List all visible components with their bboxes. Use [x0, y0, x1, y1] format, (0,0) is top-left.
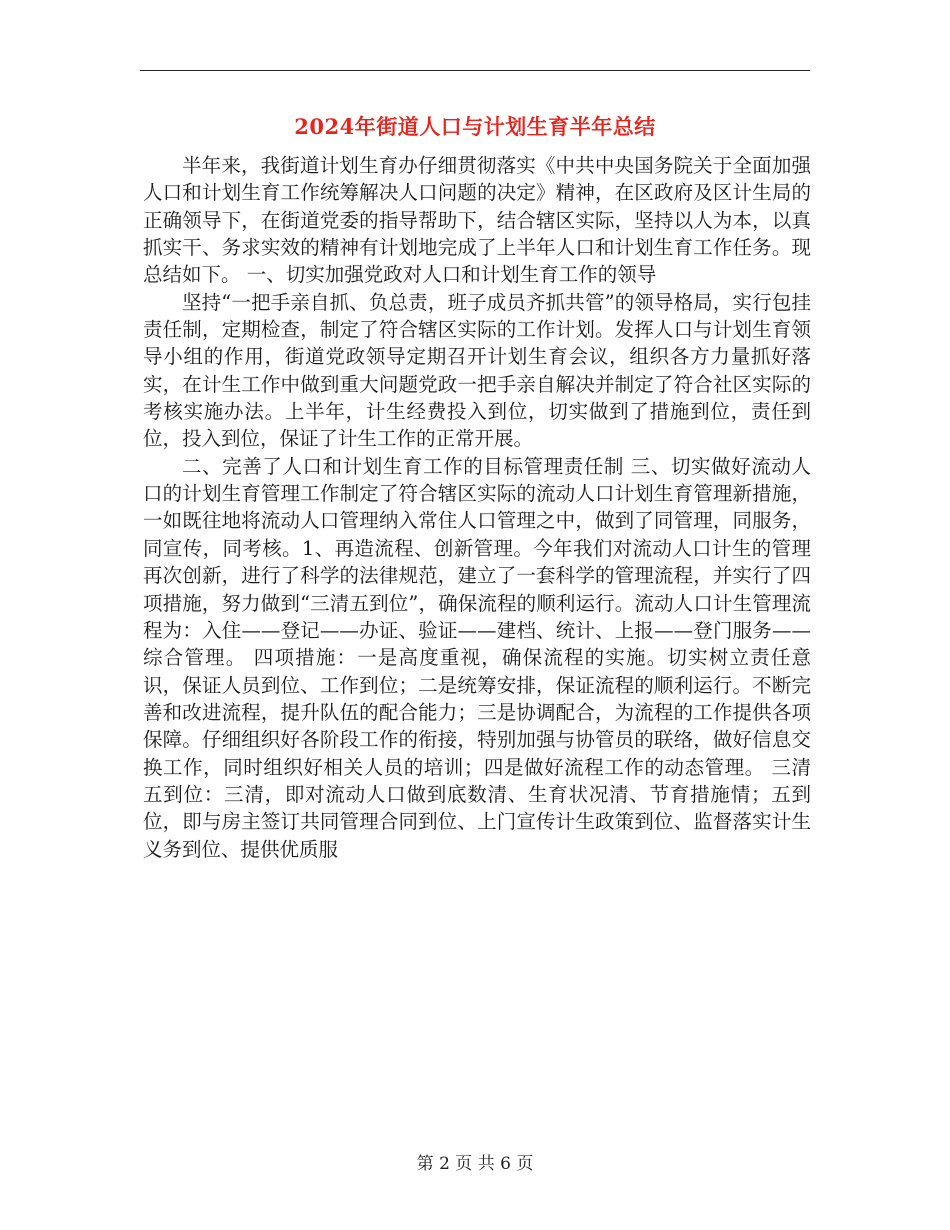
paragraph-leadership: 坚持“一把手亲自抓、负总责，班子成员齐抓共管”的领导格局，实行包挂责任制，定期检查，制定了符合辖区实际的工作计划。发挥人口与计划生育领导小组的作用，街道党政领导定期召开计划生育会议，组织各方力量抓好落实，在计生工作中做到重大问题党政一把手亲自解决并制定了符合社区实际的考核实施办法。上半年，计生经费投入到位，切实做到了措施到位，责任到位，投入到位，保证了计生工作的正常开展。	[143, 290, 811, 451]
page-number-footer: 第 2 页 共 6 页	[416, 1154, 534, 1174]
paragraph-floating-population: 二、完善了人口和计划生育工作的目标管理责任制 三、切实做好流动人口的计划生育管理工作制定了符合辖区实际的流动人口计划生育管理新措施，一如既往地将流动人口管理纳入常住人口管理之中，做到了同管理，同服务，同宣传，同考核。1、再造流程、创新管理。今年我们对流动人口计生的管理再次创新，进行了科学的法律规范，建立了一套科学的管理流程，并实行了四项措施，努力做到“三清五到位”，确保流程的顺利运行。流动人口计生管理流程为：入住——登记——办证、验证——建档、统计、上报——登门服务——综合管理。 四项措施：一是高度重视，确保流程的实施。切实树立责任意识，保证人员到位、工作到位；二是统筹安排，保证流程的顺利运行。不断完善和改进流程，提升队伍的配合能力；三是协调配合，为流程的工作提供各项保障。仔细组织好各阶段工作的衔接，特别加强与协管员的联络，做好信息交换工作，同时组织好相关人员的培训；四是做好流程工作的动态管理。 三清五到位：三清，即对流动人口做到底数清、生育状况清、节育措施情；五到位，即与房主签订共同管理合同到位、上门宣传计生政策到位、监督落实计生义务到位、提供优质服	[143, 454, 811, 861]
document-body	[143, 152, 811, 863]
document-title: 2024年街道人口与计划生育半年总结	[294, 114, 656, 139]
header-rule	[140, 70, 810, 71]
paragraph-intro: 半年来，我街道计划生育办仔细贯彻落实《中共中央国务院关于全面加强人口和计划生育工作统筹解决人口问题的决定》精神，在区政府及区计生局的正确领导下，在街道党委的指导帮助下，结合辖区实际，坚持以人为本，以真抓实干、务求实效的精神有计划地完成了上半年人口和计划生育工作任务。现总结如下。 一、切实加强党政对人口和计划生育工作的领导	[143, 154, 811, 287]
